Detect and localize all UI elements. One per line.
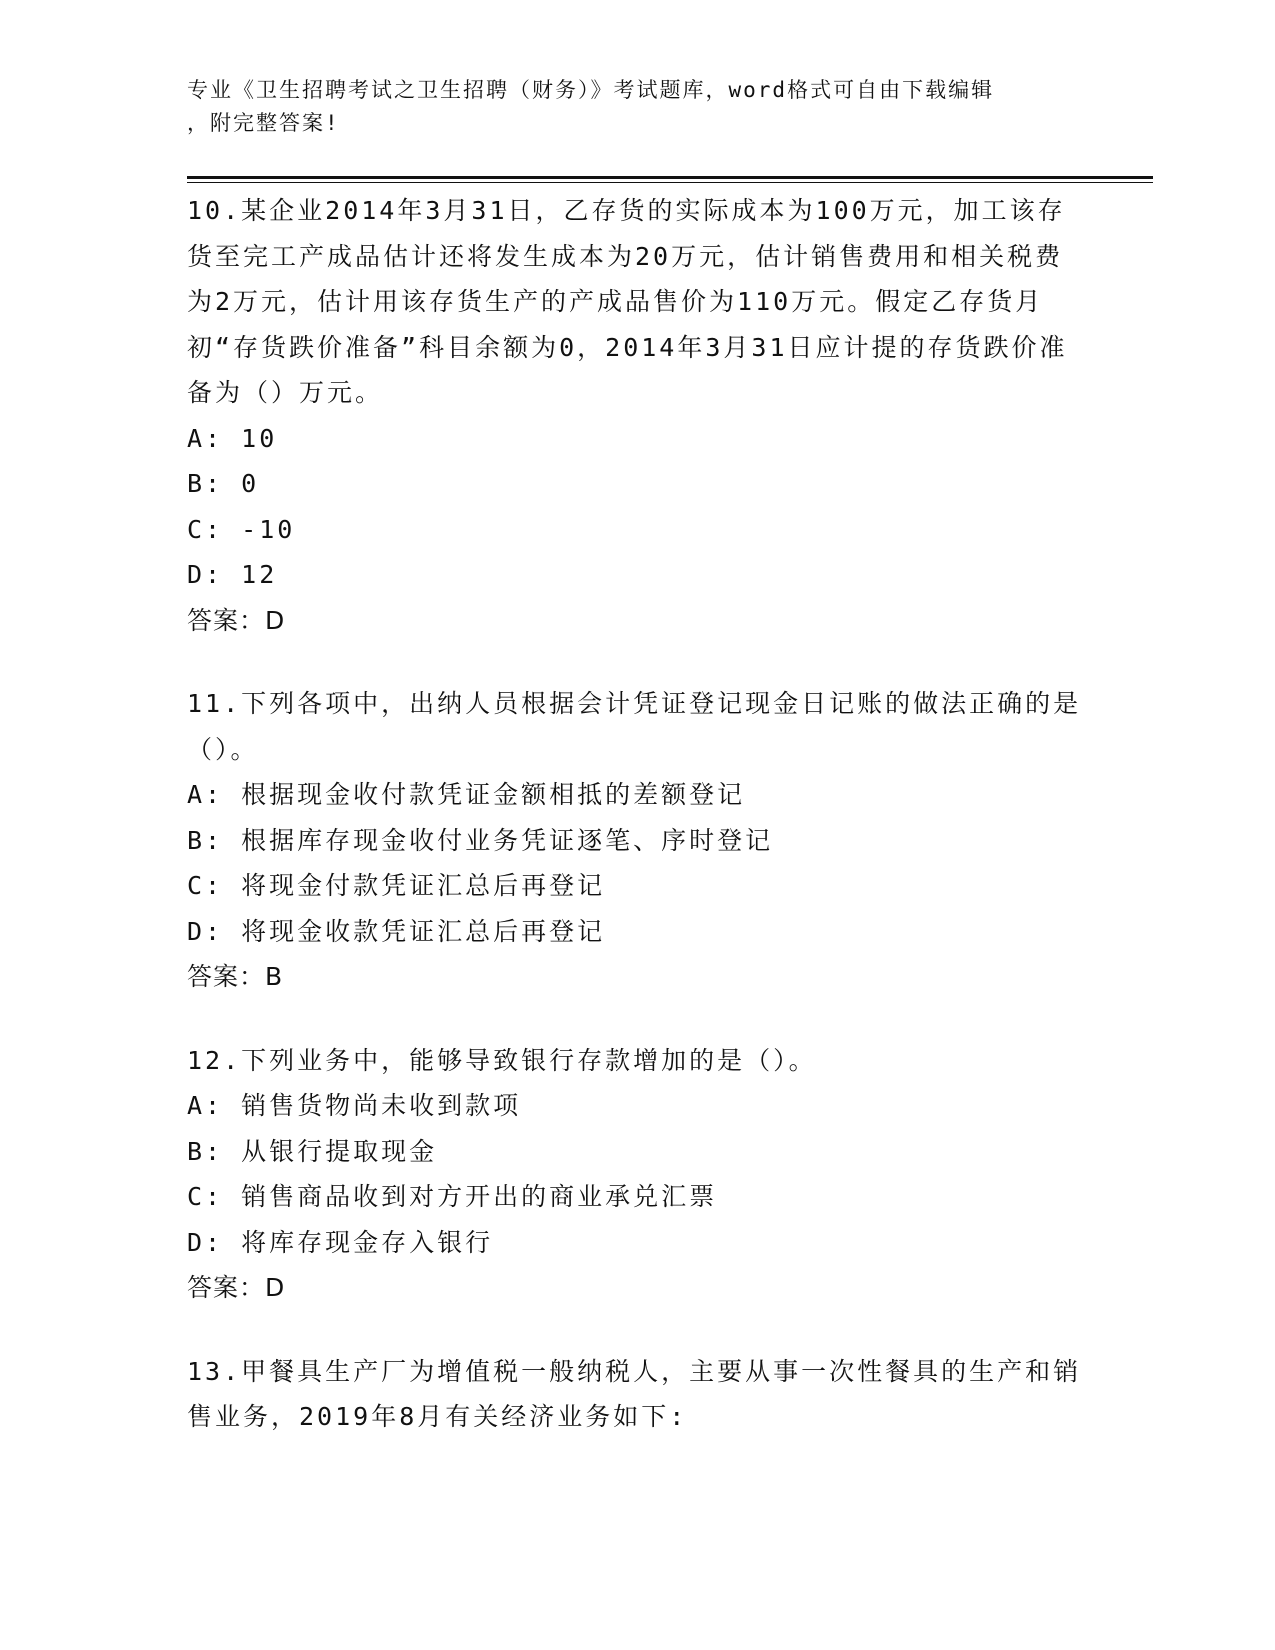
question-stem: 10.某企业2014年3月31日，乙存货的实际成本为100万元，加工该存货至完工产成品估计还将发生成本为20万元，估计销售费用和相关税费为2万元，估计用该存货生产的产成品售价为110万元。假定乙存货月初“存货跌价准备”科目余额为0，2014年3月31日应计提的存货跌价准备为（）万元。 — [187, 196, 1068, 407]
option-d: D: 将库存现金存入银行 — [187, 1227, 494, 1257]
header-divider-thick — [187, 176, 1153, 179]
header-divider-thin — [187, 182, 1153, 183]
question-stem: 11.下列各项中，出纳人员根据会计凭证登记现金日记账的做法正确的是（）。 — [187, 689, 1082, 764]
question-10 — [187, 188, 1087, 643]
question-11 — [187, 681, 1087, 1000]
question-13 — [187, 1349, 1087, 1440]
option-c: C: 将现金付款凭证汇总后再登记 — [187, 871, 606, 900]
option-d: D: 12 — [187, 560, 278, 589]
option-a: A: 根据现金收付款凭证金额相抵的差额登记 — [187, 780, 746, 809]
option-b: B: 根据库存现金收付业务凭证逐笔、序时登记 — [187, 825, 774, 855]
option-d: D: 将现金收款凭证汇总后再登记 — [187, 916, 606, 946]
question-12 — [187, 1038, 1087, 1311]
question-stem: 12.下列业务中，能够导致银行存款增加的是（）。 — [187, 1045, 817, 1075]
option-c: C: -10 — [187, 514, 296, 544]
header-line-1: 专业《卫生招聘考试之卫生招聘（财务）》考试题库，word格式可自由下载编辑 — [187, 78, 995, 102]
option-a: A: 10 — [187, 423, 278, 453]
header-line-2: ，附完整答案! — [187, 111, 340, 135]
answer-line: 答案：D — [187, 605, 286, 635]
option-c: C: 销售商品收到对方开出的商业承兑汇票 — [187, 1182, 718, 1211]
question-stem: 13.甲餐具生产厂为增值税一般纳税人，主要从事一次性餐具的生产和销售业务，2019年8月有关经济业务如下: — [187, 1356, 1082, 1431]
option-b: B: 从银行提取现金 — [187, 1136, 438, 1166]
option-a: A: 销售货物尚未收到款项 — [187, 1091, 522, 1120]
option-b: B: 0 — [187, 469, 260, 498]
answer-line: 答案：D — [187, 1273, 286, 1302]
question-list — [187, 188, 1087, 1478]
document-header — [187, 74, 1067, 140]
answer-line: 答案：B — [187, 962, 284, 991]
